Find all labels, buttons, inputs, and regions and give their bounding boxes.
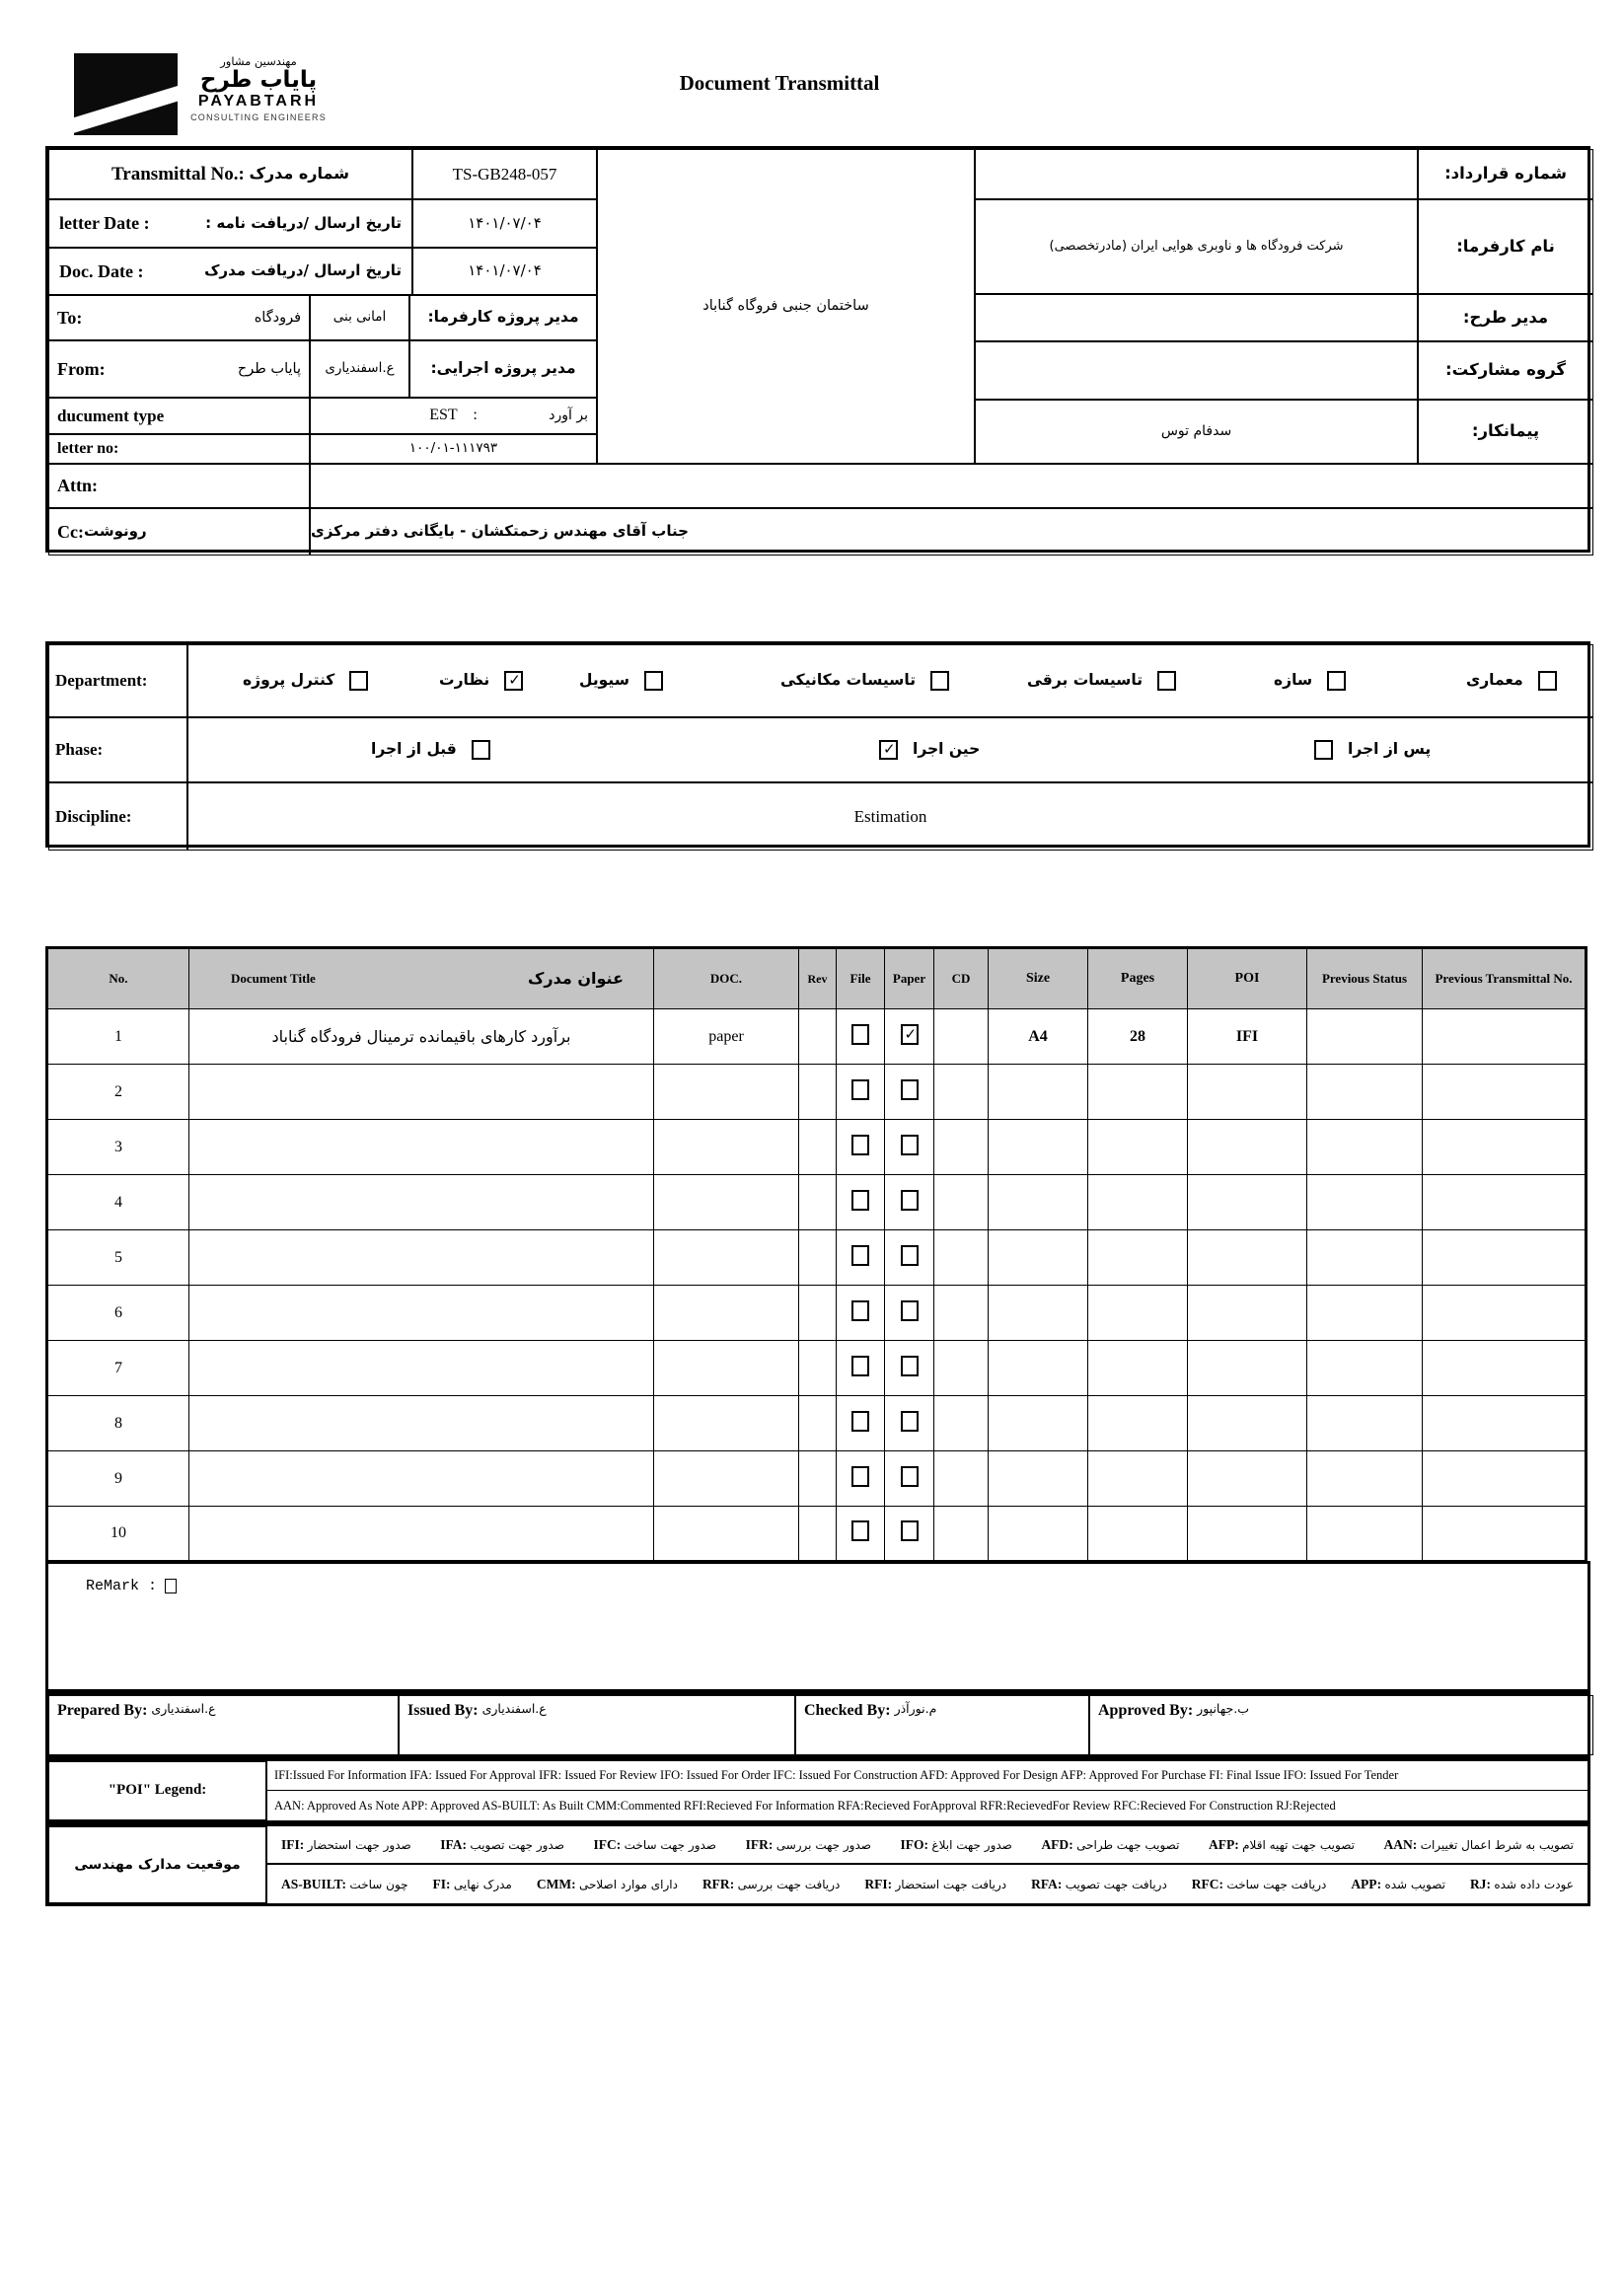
architecture-checkbox[interactable] xyxy=(1538,671,1557,691)
row-paper-cell xyxy=(885,1286,934,1341)
fa-legend-item: AAN : تصویب به شرط اعمال تغییرات xyxy=(1384,1837,1574,1853)
during-execution-checkbox[interactable] xyxy=(879,740,898,760)
poi-legend-lines xyxy=(266,1761,1587,1820)
fa-legend-item: RFA : دریافت جهت تصویب xyxy=(1031,1877,1167,1892)
dept-option-architecture: معماری xyxy=(1466,671,1557,691)
row-poi xyxy=(1188,1507,1307,1562)
page-title: Document Transmittal xyxy=(679,71,880,95)
row-title xyxy=(189,1341,654,1396)
file-checkbox[interactable] xyxy=(851,1520,869,1541)
cc-label: Cc: رونوشت xyxy=(48,508,310,555)
row-prev-status xyxy=(1307,1175,1423,1230)
row-size xyxy=(989,1341,1088,1396)
fa-legend-item: IFR : صدور جهت بررسی xyxy=(746,1837,871,1853)
row-pages xyxy=(1088,1286,1188,1341)
col-prev-transmittal: Previous Transmittal No. xyxy=(1423,948,1587,1009)
project-manager-label: مدیر طرح: xyxy=(1418,294,1593,341)
col-doc: DOC. xyxy=(654,948,799,1009)
fa-legend-item: RFI : دریافت جهت استحضار xyxy=(864,1877,1006,1892)
row-pages xyxy=(1088,1507,1188,1562)
paper-checkbox[interactable] xyxy=(901,1520,919,1541)
row-pages xyxy=(1088,1396,1188,1451)
table-header-row xyxy=(47,948,1587,1009)
row-pages xyxy=(1088,1230,1188,1286)
row-cd xyxy=(934,1065,989,1120)
row-doc xyxy=(654,1451,799,1507)
fa-legend-item: AFD : تصویب جهت طراحی xyxy=(1041,1837,1179,1853)
col-size: Size xyxy=(989,948,1088,1009)
col-prev-status: Previous Status xyxy=(1307,948,1423,1009)
row-size xyxy=(989,1230,1088,1286)
structure-checkbox[interactable] xyxy=(1327,671,1346,691)
file-checkbox[interactable] xyxy=(851,1245,869,1266)
row-file-cell xyxy=(837,1396,885,1451)
row-rev xyxy=(799,1396,837,1451)
fa-legend-row1 xyxy=(267,1826,1587,1865)
row-prev-transmittal xyxy=(1423,1396,1587,1451)
supervision-checkbox[interactable] xyxy=(504,671,523,691)
cc-value: جناب آقای مهندس زحمتکشان - بایگانی دفتر مرکزی xyxy=(310,508,1593,555)
row-rev xyxy=(799,1009,837,1065)
file-checkbox[interactable] xyxy=(851,1079,869,1100)
mechanical-checkbox[interactable] xyxy=(930,671,949,691)
row-size xyxy=(989,1507,1088,1562)
paper-checkbox[interactable] xyxy=(901,1079,919,1100)
row-doc xyxy=(654,1286,799,1341)
phase-options xyxy=(187,717,1593,782)
row-rev xyxy=(799,1065,837,1120)
row-title xyxy=(189,1396,654,1451)
row-title xyxy=(189,1286,654,1341)
transmittal-no-label: Transmittal No.: شماره مدرک xyxy=(48,149,412,199)
row-cd xyxy=(934,1451,989,1507)
row-cd xyxy=(934,1286,989,1341)
logo-fa-name: پایاب طرح xyxy=(199,67,318,94)
row-prev-transmittal xyxy=(1423,1065,1587,1120)
row-paper-cell xyxy=(885,1341,934,1396)
file-checkbox[interactable] xyxy=(851,1466,869,1487)
paper-checkbox[interactable] xyxy=(901,1466,919,1487)
row-pages xyxy=(1088,1451,1188,1507)
discipline-value: Estimation xyxy=(187,782,1593,851)
contractor-label: پیمانکار: xyxy=(1418,400,1593,464)
poi-legend-block xyxy=(45,1758,1590,1823)
fa-legend-item: RJ : عودت داده شده xyxy=(1470,1877,1574,1892)
row-prev-transmittal xyxy=(1423,1175,1587,1230)
row-file-cell xyxy=(837,1451,885,1507)
project-manager-value xyxy=(975,294,1418,341)
row-poi xyxy=(1188,1065,1307,1120)
row-poi xyxy=(1188,1451,1307,1507)
table-body xyxy=(47,1009,1587,1562)
fa-legend-row2 xyxy=(267,1865,1587,1903)
row-paper-cell xyxy=(885,1175,934,1230)
fa-legend-item: AS-BUILT : چون ساخت xyxy=(281,1877,408,1892)
after-execution-checkbox[interactable] xyxy=(1314,740,1333,760)
doc-date-value: ۱۴۰۱/۰۷/۰۴ xyxy=(412,248,597,295)
row-paper-cell xyxy=(885,1507,934,1562)
fa-legend-item: CMM : دارای موارد اصلاحی xyxy=(537,1877,678,1892)
row-prev-transmittal xyxy=(1423,1230,1587,1286)
file-checkbox[interactable] xyxy=(851,1356,869,1376)
row-paper-cell xyxy=(885,1120,934,1175)
from-person: ع.اسفندیاری xyxy=(310,340,409,398)
row-no: 6 xyxy=(47,1286,189,1341)
transmittal-no-value: TS-GB248-057 xyxy=(412,149,597,199)
row-file-cell xyxy=(837,1009,885,1065)
approved-by-cell: Approved By: ب.جهانپور xyxy=(1089,1695,1593,1755)
fa-legend-item: IFI : صدور جهت استحضار xyxy=(281,1837,411,1853)
row-cd xyxy=(934,1230,989,1286)
table-row xyxy=(47,1175,1587,1230)
partnership-value xyxy=(975,341,1418,400)
paper-checkbox[interactable] xyxy=(901,1135,919,1155)
contract-no-label: شماره قرارداد: xyxy=(1418,149,1593,199)
row-rev xyxy=(799,1507,837,1562)
phase-option-during: ✓ حین اجرا xyxy=(879,740,980,760)
row-no: 10 xyxy=(47,1507,189,1562)
row-title xyxy=(189,1507,654,1562)
row-doc xyxy=(654,1175,799,1230)
col-pages: Pages xyxy=(1088,948,1188,1009)
col-poi: POI xyxy=(1188,948,1307,1009)
row-no: 3 xyxy=(47,1120,189,1175)
contractor-value: سدفام توس xyxy=(975,400,1418,464)
civil-checkbox[interactable] xyxy=(644,671,663,691)
row-poi xyxy=(1188,1120,1307,1175)
file-checkbox[interactable] xyxy=(851,1190,869,1211)
row-paper-cell xyxy=(885,1396,934,1451)
phase-label: Phase: xyxy=(48,717,187,782)
fa-legend-item: IFC : صدور جهت ساخت xyxy=(594,1837,716,1853)
row-size xyxy=(989,1396,1088,1451)
fa-legend-rows xyxy=(266,1826,1587,1903)
row-size: A4 xyxy=(989,1009,1088,1065)
row-poi: IFI xyxy=(1188,1009,1307,1065)
table-row xyxy=(47,1286,1587,1341)
row-pages xyxy=(1088,1175,1188,1230)
remark-box xyxy=(45,1561,1590,1692)
table-row xyxy=(47,1396,1587,1451)
attn-label: Attn: xyxy=(48,464,310,508)
letter-date-label: letter Date : تاریخ ارسال /دریافت نامه : xyxy=(48,199,412,248)
row-file-cell xyxy=(837,1120,885,1175)
row-file-cell xyxy=(837,1230,885,1286)
col-file: File xyxy=(837,948,885,1009)
paper-checkbox[interactable] xyxy=(901,1411,919,1432)
logo-fa-tagline: مهندسین مشاور xyxy=(220,54,297,68)
row-title xyxy=(189,1230,654,1286)
row-no: 9 xyxy=(47,1451,189,1507)
row-size xyxy=(989,1451,1088,1507)
poi-legend-line1: IFI:Issued For Information IFA: Issued For Approval IFR: Issued For Review IFO: Issued For Order IFC: Issued For Construction AFD: Approved For Design AFP: Approved For Purchase FI: Final Issue IFO: Issued For Tender xyxy=(267,1761,1587,1791)
signature-row xyxy=(45,1692,1590,1758)
classification-table xyxy=(45,641,1590,848)
row-paper-cell xyxy=(885,1230,934,1286)
row-rev xyxy=(799,1451,837,1507)
row-pages xyxy=(1088,1120,1188,1175)
row-pages xyxy=(1088,1065,1188,1120)
letter-no-label: letter no: xyxy=(48,434,310,464)
issued-by-value: ع.اسفندیاری xyxy=(481,1701,547,1716)
row-no: 2 xyxy=(47,1065,189,1120)
row-pages: 28 xyxy=(1088,1009,1188,1065)
row-rev xyxy=(799,1120,837,1175)
poi-legend-label: "POI" Legend: xyxy=(48,1761,266,1820)
row-poi xyxy=(1188,1175,1307,1230)
dept-option-civil: سیویل xyxy=(579,671,663,691)
row-cd xyxy=(934,1175,989,1230)
row-cd xyxy=(934,1396,989,1451)
row-cd xyxy=(934,1341,989,1396)
row-size xyxy=(989,1065,1088,1120)
row-doc xyxy=(654,1396,799,1451)
file-checkbox[interactable] xyxy=(851,1411,869,1432)
col-rev: Rev xyxy=(799,948,837,1009)
row-prev-transmittal xyxy=(1423,1451,1587,1507)
row-no: 8 xyxy=(47,1396,189,1451)
row-title: برآورد کارهای باقیمانده ترمینال فرودگاه گناباد xyxy=(189,1009,654,1065)
client-value: شرکت فرودگاه ها و ناوبری هوایی ایران (مادرتخصصی) xyxy=(975,199,1418,294)
row-title xyxy=(189,1065,654,1120)
row-size xyxy=(989,1175,1088,1230)
tofu-glyph xyxy=(165,1579,177,1593)
paper-checkbox[interactable] xyxy=(901,1356,919,1376)
table-row xyxy=(47,1009,1587,1065)
fa-legend-item: IFO : صدور جهت ابلاغ xyxy=(901,1837,1012,1853)
paper-checkbox[interactable] xyxy=(901,1024,919,1045)
table-row xyxy=(47,1230,1587,1286)
col-paper: Paper xyxy=(885,948,934,1009)
row-size xyxy=(989,1286,1088,1341)
table-row xyxy=(47,1507,1587,1562)
info-table xyxy=(45,146,1590,553)
row-prev-status xyxy=(1307,1120,1423,1175)
row-prev-status xyxy=(1307,1341,1423,1396)
row-title xyxy=(189,1175,654,1230)
logo-en-name: PAYABTARH xyxy=(197,93,320,111)
from-role-label: مدیر پروژه اجرایی: xyxy=(409,340,597,398)
dept-option-structure: سازه xyxy=(1274,671,1346,691)
doc-type-value: EST : بر آورد xyxy=(310,398,597,434)
paper-checkbox[interactable] xyxy=(901,1190,919,1211)
table-row xyxy=(47,1120,1587,1175)
file-checkbox[interactable] xyxy=(851,1135,869,1155)
row-prev-status xyxy=(1307,1009,1423,1065)
fa-legend-item: IFA : صدور جهت تصویب xyxy=(440,1837,564,1853)
logo-en-subtitle: CONSULTING ENGINEERS xyxy=(190,112,327,122)
to-person: امانی بنی xyxy=(310,295,409,340)
row-file-cell xyxy=(837,1286,885,1341)
row-doc xyxy=(654,1341,799,1396)
row-poi xyxy=(1188,1396,1307,1451)
row-file-cell xyxy=(837,1065,885,1120)
issued-by-cell: Issued By: ع.اسفندیاری xyxy=(399,1695,795,1755)
row-doc xyxy=(654,1065,799,1120)
remark-label: ReMark : xyxy=(86,1578,177,1594)
row-prev-status xyxy=(1307,1396,1423,1451)
row-no: 1 xyxy=(47,1009,189,1065)
table-row xyxy=(47,1065,1587,1120)
row-cd xyxy=(934,1120,989,1175)
logo-swoosh-icon xyxy=(74,79,178,135)
row-prev-transmittal xyxy=(1423,1341,1587,1396)
row-prev-transmittal xyxy=(1423,1286,1587,1341)
phase-option-after: پس از اجرا xyxy=(1314,740,1431,760)
dept-option-project-control: کنترل پروژه xyxy=(243,671,368,691)
row-prev-transmittal xyxy=(1423,1120,1587,1175)
row-doc xyxy=(654,1120,799,1175)
attn-value xyxy=(310,464,1593,508)
partnership-label: گروه مشارکت: xyxy=(1418,341,1593,400)
approved-by-value: ب.جهانپور xyxy=(1197,1701,1249,1716)
row-poi xyxy=(1188,1230,1307,1286)
logo-text-block xyxy=(180,55,337,122)
paper-checkbox[interactable] xyxy=(901,1245,919,1266)
row-prev-status xyxy=(1307,1230,1423,1286)
to-row: To: فرودگاه xyxy=(48,295,310,340)
row-prev-status xyxy=(1307,1507,1423,1562)
row-doc: paper xyxy=(654,1009,799,1065)
department-label: Department: xyxy=(48,644,187,717)
document-list-table xyxy=(45,946,1587,1563)
fa-legend-block xyxy=(45,1823,1590,1906)
before-execution-checkbox[interactable] xyxy=(472,740,490,760)
file-checkbox[interactable] xyxy=(851,1300,869,1321)
row-cd xyxy=(934,1507,989,1562)
row-size xyxy=(989,1120,1088,1175)
row-doc xyxy=(654,1507,799,1562)
row-no: 7 xyxy=(47,1341,189,1396)
fa-legend-item: APP : تصویب شده xyxy=(1351,1877,1445,1892)
letter-date-value: ۱۴۰۱/۰۷/۰۴ xyxy=(412,199,597,248)
fa-legend-item: RFC : دریافت جهت ساخت xyxy=(1192,1877,1327,1892)
project-control-checkbox[interactable] xyxy=(349,671,368,691)
prepared-by-value: ع.اسفندیاری xyxy=(151,1701,216,1716)
row-paper-cell xyxy=(885,1065,934,1120)
dept-option-electrical: تاسیسات برقی xyxy=(1027,671,1176,691)
department-options xyxy=(187,644,1593,717)
file-checkbox[interactable] xyxy=(851,1024,869,1045)
fa-legend-label: موقعیت مدارک مهندسی xyxy=(48,1826,266,1903)
company-logo-icon xyxy=(74,53,178,135)
row-poi xyxy=(1188,1341,1307,1396)
client-label: نام کارفرما: xyxy=(1418,199,1593,294)
doc-date-label: Doc. Date : تاریخ ارسال /دریافت مدرک xyxy=(48,248,412,295)
col-cd: CD xyxy=(934,948,989,1009)
row-rev xyxy=(799,1175,837,1230)
checked-by-cell: Checked By: م.نورآذر xyxy=(795,1695,1089,1755)
letter-no-value: ۱۰۰/۰۱-۱۱۱۷۹۳ xyxy=(310,434,597,464)
fa-legend-item: RFR : دریافت جهت بررسی xyxy=(702,1877,840,1892)
fa-legend-item: AFP : تصویب جهت تهیه اقلام xyxy=(1209,1837,1355,1853)
row-rev xyxy=(799,1230,837,1286)
row-rev xyxy=(799,1341,837,1396)
row-title xyxy=(189,1120,654,1175)
table-row xyxy=(47,1341,1587,1396)
dept-option-supervision: نظارت ✓ xyxy=(439,671,523,691)
row-prev-status xyxy=(1307,1286,1423,1341)
row-no: 4 xyxy=(47,1175,189,1230)
col-title: Document Title عنوان مدرک xyxy=(189,948,654,1009)
doc-type-label: ducument type xyxy=(48,398,310,434)
row-file-cell xyxy=(837,1175,885,1230)
row-title xyxy=(189,1451,654,1507)
row-file-cell xyxy=(837,1341,885,1396)
paper-checkbox[interactable] xyxy=(901,1300,919,1321)
row-rev xyxy=(799,1286,837,1341)
poi-legend-line2: AAN: Approved As Note APP: Approved AS-BUILT: As Built CMM:Commented RFI:Recieved For Information RFA:Recieved ForApproval RFR:RecievedFor Review RFC:Recieved For Construction RJ:Rejected xyxy=(274,1798,1336,1813)
contract-no-value xyxy=(975,149,1418,199)
row-doc xyxy=(654,1230,799,1286)
row-prev-status xyxy=(1307,1451,1423,1507)
row-cd xyxy=(934,1009,989,1065)
fa-legend-item: FI : مدرک نهایی xyxy=(433,1877,512,1892)
discipline-label: Discipline: xyxy=(48,782,187,851)
col-no: No. xyxy=(47,948,189,1009)
table-row xyxy=(47,1451,1587,1507)
prepared-by-cell: Prepared By: ع.اسفندیاری xyxy=(48,1695,399,1755)
electrical-checkbox[interactable] xyxy=(1157,671,1176,691)
phase-option-before: قبل از اجرا xyxy=(371,740,490,760)
project-name: ساختمان جنبی فروگاه گناباد xyxy=(597,149,975,464)
row-file-cell xyxy=(837,1507,885,1562)
from-row: From: پایاب طرح xyxy=(48,340,310,398)
to-role-label: مدیر پروژه کارفرما: xyxy=(409,295,597,340)
dept-option-mechanical: تاسیسات مکانیکی xyxy=(780,671,949,691)
checked-by-value: م.نورآذر xyxy=(894,1701,937,1716)
row-prev-transmittal xyxy=(1423,1009,1587,1065)
row-pages xyxy=(1088,1341,1188,1396)
row-prev-status xyxy=(1307,1065,1423,1120)
row-poi xyxy=(1188,1286,1307,1341)
row-prev-transmittal xyxy=(1423,1507,1587,1562)
row-paper-cell xyxy=(885,1451,934,1507)
row-paper-cell xyxy=(885,1009,934,1065)
row-no: 5 xyxy=(47,1230,189,1286)
